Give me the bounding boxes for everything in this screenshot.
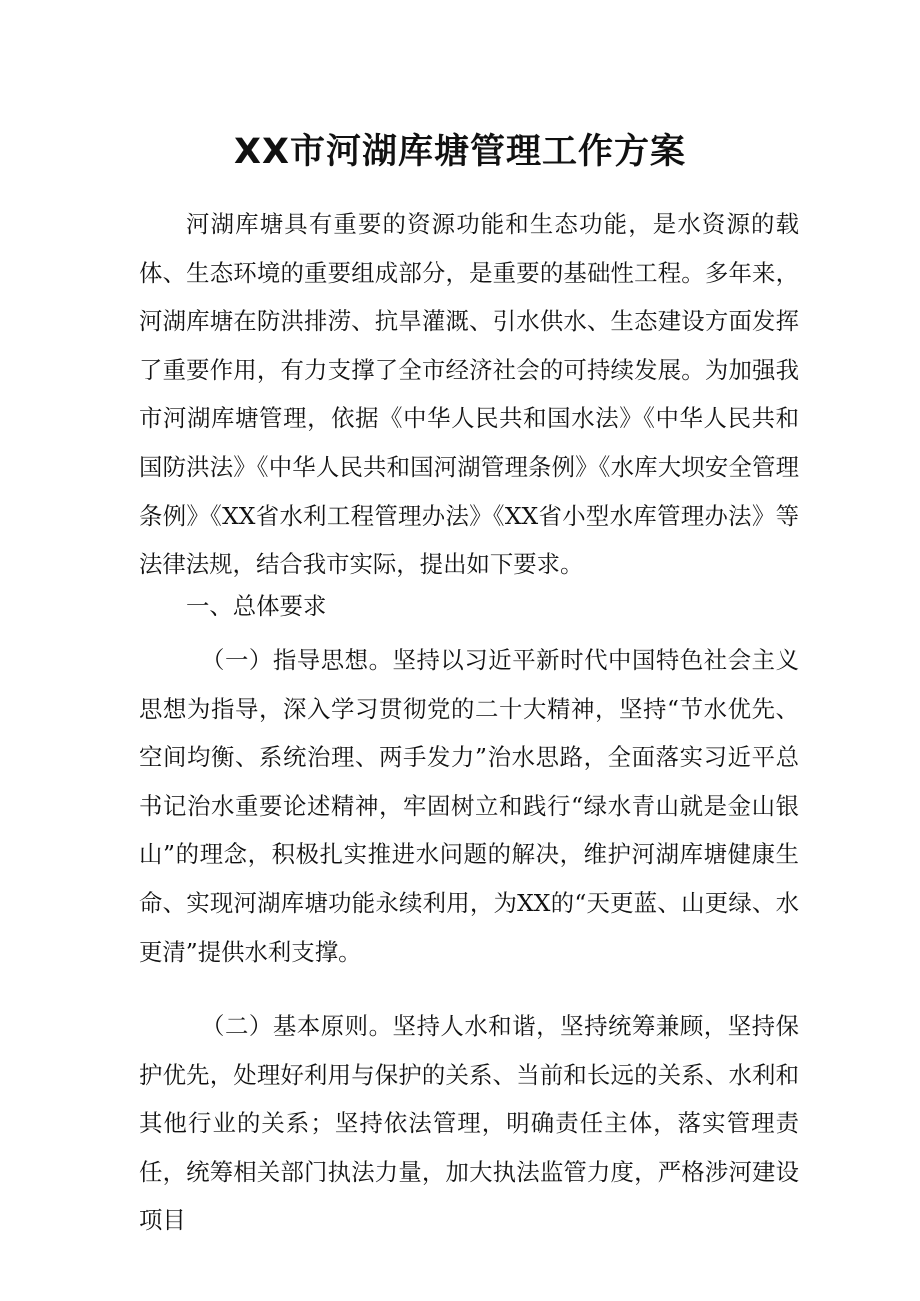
section-items — [139, 636, 799, 976]
section-general-requirements — [139, 582, 799, 631]
section-heading: 一、总体要求 — [186, 592, 327, 620]
basic-principles-paragraph: （二）基本原则。坚持人水和谐，坚持统筹兼顾，坚持保护优先，处理好利用与保护的关系、当前和长远的关系、水利和其他行业的关系；坚持依法管理，明确责任主体，落实管理责任，统筹相关部门执法力量，加大执法监管力度，严格涉河建设项目 — [139, 1012, 799, 1235]
guiding-ideology-paragraph: （一）指导思想。坚持以习近平新时代中国特色社会主义思想为指导，深入学习贯彻党的二十大精神，坚持“节水优先、空间均衡、系统治理、两手发力”治水思路，全面落实习近平总书记治水重要论述精神，牢固树立和践行“绿水青山就是金山银山”的理念，积极扎实推进水问题的解决，维护河湖库塘健康生命、实现河湖库塘功能永续利用，为XX的“天更蓝、山更绿、水更清”提供水利支撑。 — [139, 646, 799, 966]
intro-paragraph: 河湖库塘具有重要的资源功能和生态功能，是水资源的载体、生态环境的重要组成部分，是重要的基础性工程。多年来，河湖库塘在防洪排涝、抗旱灌溉、引水供水、生态建设方面发挥了重要作用，有力支撑了全市经济社会的可持续发展。为加强我市河湖库塘管理，依据《中华人民共和国水法》《中华人民共和国防洪法》《中华人民共和国河湖管理条例》《水库大坝安全管理条例》《XX省水利工程管理办法》《XX省小型水库管理办法》等法律法规，结合我市实际，提出如下要求。 — [139, 210, 799, 579]
section-items-2 — [139, 1002, 799, 1245]
document-title: XX市河湖库塘管理工作方案 — [234, 132, 686, 172]
document-body — [139, 200, 799, 589]
